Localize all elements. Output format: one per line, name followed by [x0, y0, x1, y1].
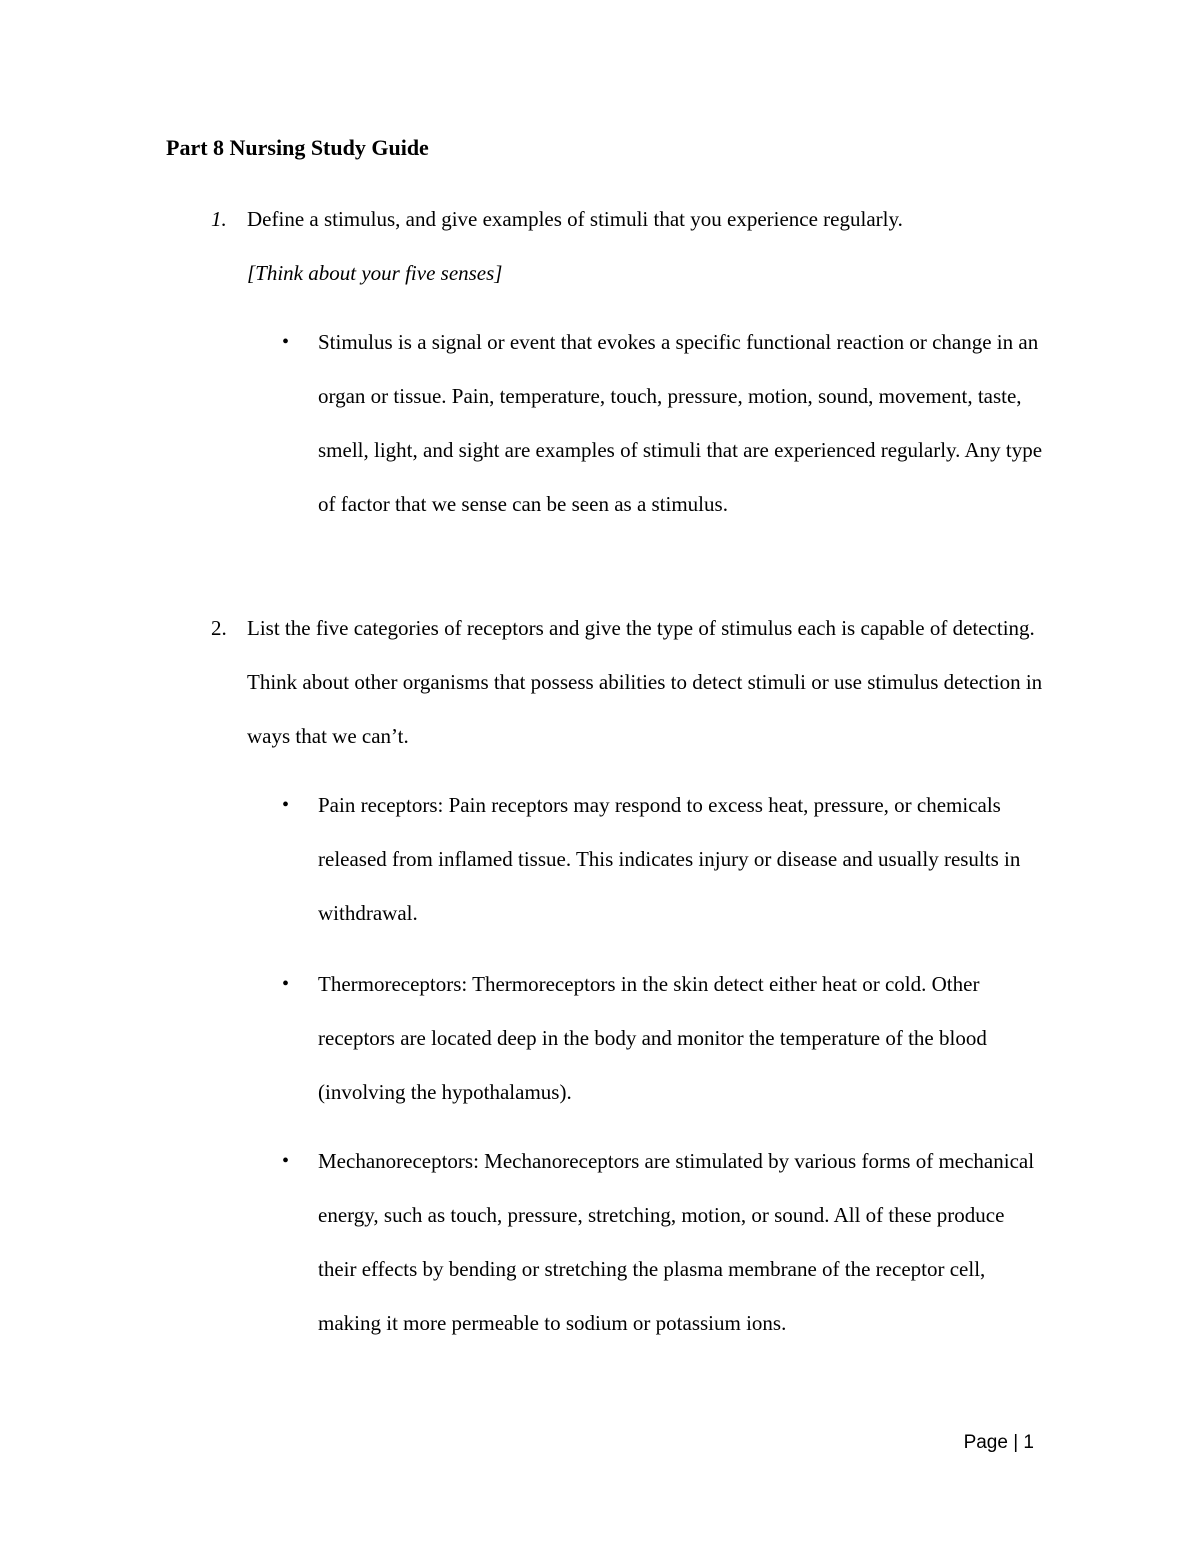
bullet-icon: •: [282, 973, 290, 995]
answer-paragraph: Mechanoreceptors: Mechanoreceptors are stimulated by various forms of mechanical energy, such as touch, pressure, stretching, motion, or sound. All of these produce their effects by bending or stretching the plasma membrane of the receptor cell, making it more permeable to sodium or potassium ions.: [318, 1149, 1035, 1335]
question-number: 1.: [211, 207, 227, 231]
question-hint: [Think about your five senses]: [247, 261, 503, 285]
answer-paragraph: Stimulus is a signal or event that evokes a specific functional reaction or change in an organ or tissue. Pain, temperature, touch, pressure, motion, sound, movement, taste, smell, light, and sight are examples of stimuli that are experienced regularly. Any type of factor that we sense can be seen as a stimulus.: [318, 330, 1043, 516]
question-text: Define a stimulus, and give examples of stimuli that you experience regularly.: [247, 207, 903, 231]
question-number: 2.: [211, 616, 227, 640]
page-number-footer: Page | 1: [963, 1432, 1034, 1453]
question-text: List the five categories of receptors and give the type of stimulus each is capable of detecting. Think about other organisms that possess abilities to detect stimuli or use stimulus detection in ways that we can’t.: [247, 616, 1043, 748]
bullet-icon: •: [282, 794, 290, 816]
bullet-icon: •: [282, 1150, 290, 1172]
answer-paragraph: Pain receptors: Pain receptors may respond to excess heat, pressure, or chemicals released from inflamed tissue. This indicates injury or disease and usually results in withdrawal.: [318, 793, 1021, 925]
bullet-icon: •: [282, 331, 290, 353]
document-title: Part 8 Nursing Study Guide: [166, 135, 429, 160]
answer-paragraph: Thermoreceptors: Thermoreceptors in the skin detect either heat or cold. Other receptors are located deep in the body and monitor the temperature of the blood (involving the hypothalamus).: [318, 972, 987, 1104]
